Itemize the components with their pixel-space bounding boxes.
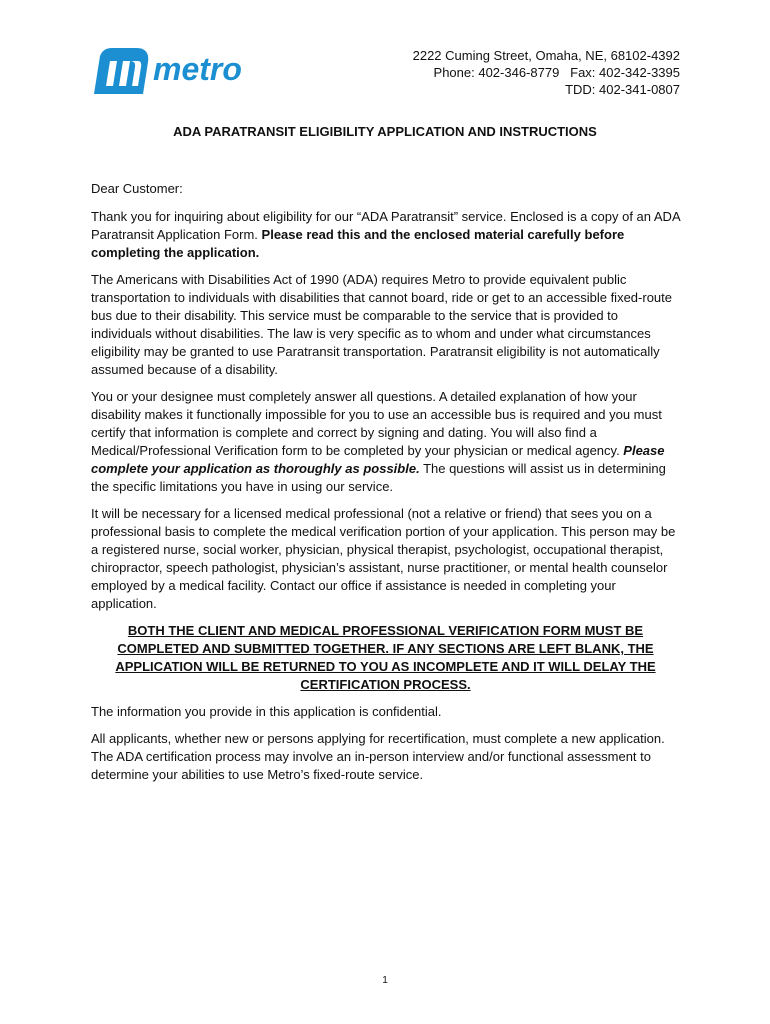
designee-paragraph: You or your designee must completely answer all questions. A detailed explanation of how your disability makes it functionally impossible for you to use an accessible bus is required and you must certify that information is complete and correct by signing and dating. You will also find a Medical/Professional Verification form to be completed by your physician or medical agency. Please complete your application as thoroughly as possible. The questions will assist us in determining the specific limitations you have in using our service. xyxy=(91,389,666,494)
salutation: Dear Customer: xyxy=(91,181,183,196)
page-number: 1 xyxy=(382,975,388,986)
medical-professional-paragraph: It will be necessary for a licensed medical professional (not a relative or friend) that sees you on a professional basis to complete the medical verification portion of your application. This person may be a registered nurse, social worker, physician, physical therapist, psychologist, occupational therapist, chiropractor, speech pathologist, physician’s assistant, nurse practitioner, or mental health counselor employed by a medical facility. Contact our office if assistance is needed in completing your application. xyxy=(91,506,676,611)
address-line: 2222 Cuming Street, Omaha, NE, 68102-4392 xyxy=(412,48,680,63)
phone-fax-line: Phone: 402-346-8779 Fax: 402-342-3395 xyxy=(433,65,680,80)
confidential-paragraph: The information you provide in this application is confidential. xyxy=(91,704,442,719)
warning-notice: BOTH THE CLIENT AND MEDICAL PROFESSIONAL VERIFICATION FORM MUST BE COMPLETED AND SUBMITTED TOGETHER. IF ANY SECTIONS ARE LEFT BLANK, THE APPLICATION WILL BE RETURNED TO YOU AS INCOMPLETE AND IT WILL DELAY THE CERTIFICATION PROCESS. xyxy=(115,623,656,692)
intro-paragraph: Thank you for inquiring about eligibility for our “ADA Paratransit” service. Enclosed is a copy of an ADA Paratransit Application Form. Please read this and the enclosed material carefully before completing the application. xyxy=(91,209,680,260)
metro-logo-wordmark: metro xyxy=(153,51,242,87)
emphasis-note: Please complete your application as thoroughly as possible. xyxy=(91,443,665,476)
ada-paragraph: The Americans with Disabilities Act of 1990 (ADA) requires Metro to provide equivalent public transportation to individuals with disabilities that cannot board, ride or get to an accessible fixed-route bus due to their disability. This service must be comparable to the service that is provided to individuals without disabilities. The law is very specific as to whom and under what circumstances eligibility may be granted to use Paratransit transportation. Paratransit eligibility is not automatically assumed because of a disability. xyxy=(91,272,672,377)
page-title: ADA PARATRANSIT ELIGIBILITY APPLICATION AND INSTRUCTIONS xyxy=(173,124,597,139)
metro-logo-icon xyxy=(94,48,148,94)
intro-bold-instruction: Please read this and the enclosed material carefully before completing the application. xyxy=(91,227,625,260)
letter-body xyxy=(91,180,680,793)
address-block xyxy=(413,47,680,98)
tdd-line: TDD: 402-341-0807 xyxy=(565,82,680,97)
recertification-paragraph: All applicants, whether new or persons applying for recertification, must complete a new application. The ADA certification process may involve an in-person interview and/or functional assessment to determine your abilities to use Metro’s fixed-route service. xyxy=(91,731,665,782)
metro-logo xyxy=(90,44,260,98)
